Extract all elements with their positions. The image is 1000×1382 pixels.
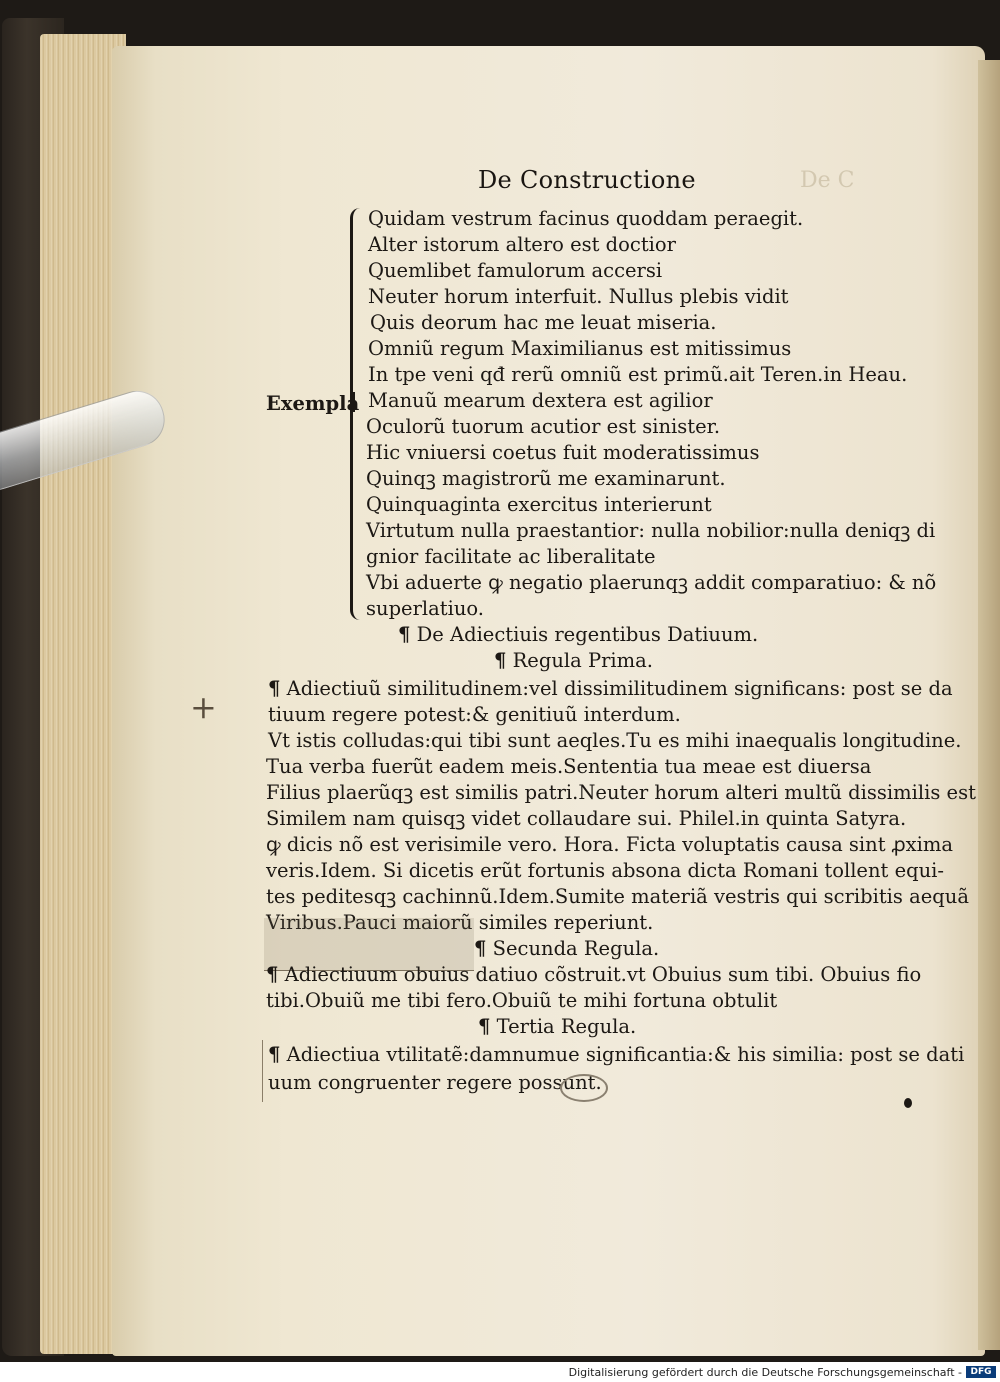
example-line: Quinquaginta exercitus interierunt: [366, 493, 712, 516]
rule-text-line: Filius plaerũqꝫ est similis patri.Neuter horum alteri multũ dissimilis est: [266, 781, 976, 804]
dfg-logo-icon: DFG: [966, 1366, 996, 1378]
rule-text-line: uum congruenter regere possunt.: [268, 1071, 602, 1094]
rule-text: Adiectiuũ similitudinem:vel dissimilitudinem significans: post se da: [286, 677, 953, 700]
pilcrow-icon: ¶: [266, 963, 279, 986]
section-title: [398, 624, 758, 646]
rule-text-line: tes peditesqꝫ cachinnũ.Idem.Sumite materiã vestris qui scribitis aequã: [266, 885, 969, 908]
footer-credit: Digitalisierung gefördert durch die Deutsche Forschungsgemeinschaft -: [568, 1366, 962, 1379]
example-line: Hic vniuersi coetus fuit moderatissimus: [366, 441, 760, 464]
rule-heading: [494, 650, 653, 672]
rule-text-line: tibi.Obuiũ me tibi fero.Obuiũ te mihi fortuna obtulit: [266, 989, 778, 1012]
rule-text: Adiectiuum obuius datiuo cõstruit.vt Obuius sum tibi. Obuius fio: [284, 963, 922, 986]
example-line: gnior facilitate ac liberalitate: [366, 545, 656, 568]
rule-heading-text: Regula Prima.: [512, 649, 653, 672]
rule-text-line: Viribus.Pauci maiorũ similes reperiunt.: [266, 911, 654, 934]
facing-page-edge: [978, 60, 1000, 1350]
example-line: Quidam vestrum facinus quoddam peraegit.: [368, 207, 804, 230]
exempla-label: Exempla: [266, 392, 360, 415]
example-line: superlatiuo.: [366, 597, 484, 620]
example-line: Virtutum nulla praestantior: nulla nobilior:nulla deniqꝫ di: [366, 519, 936, 542]
example-line: Vbi aduerte ꝙ negatio plaerunqꝫ addit comparatiuo: & nõ: [366, 571, 937, 594]
rule-heading: [478, 1016, 636, 1038]
rule-text-line: [266, 964, 921, 986]
example-line: Omniũ regum Maximilianus est mitissimus: [368, 337, 792, 360]
example-line: Neuter horum interfuit. Nullus plebis vidit: [368, 285, 789, 308]
example-line: Quinqꝫ magistrorũ me examinarunt.: [366, 467, 726, 490]
rule-heading-text: Secunda Regula.: [492, 937, 660, 960]
rule-text-line: Tua verba fuerũt eadem meis.Sententia tua meae est diuersa: [266, 755, 872, 778]
rule-heading-text: Tertia Regula.: [496, 1015, 637, 1038]
rule-text-line: tiuum regere potest:& genitiuũ interdum.: [268, 703, 681, 726]
example-line: Quis deorum hac me leuat miseria.: [370, 311, 717, 334]
rule-text-line: [268, 1044, 964, 1066]
rule-text-line: [268, 678, 953, 700]
example-line: In tpe veni qđ rerũ omniũ est primũ.ait Teren.in Heau.: [368, 363, 908, 386]
example-line: Oculorũ tuorum acutior est sinister.: [366, 415, 721, 438]
rule-text-line: ꝙ dicis nõ est verisimile vero. Hora. Ficta voluptatis causa sint ꝓxima: [266, 833, 953, 856]
handwritten-cross-mark: +: [190, 688, 217, 726]
example-line: Alter istorum altero est doctior: [368, 233, 676, 256]
page-header: De Constructione: [478, 166, 696, 194]
pilcrow-icon: ¶: [478, 1015, 491, 1038]
example-line: Manuũ mearum dextera est agilior: [368, 389, 713, 412]
pilcrow-icon: ¶: [268, 1043, 281, 1066]
ink-dot: [904, 1098, 912, 1108]
handwritten-circle-mark: [560, 1074, 608, 1102]
rule-text-line: veris.Idem. Si dicetis erũt fortunis absona dicta Romani tollent equi-: [266, 859, 944, 882]
rule-text-line: Similem nam quisqꝫ videt collaudare sui. Philel.in quinta Satyra.: [266, 807, 907, 830]
rule-text-line: Vt istis colludas:qui tibi sunt aeqles.Tu es mihi inaequalis longitudine.: [268, 729, 962, 752]
example-line: Quemlibet famulorum accersi: [368, 259, 663, 282]
rule-text: Adiectiua vtilitatẽ:damnumue significantia:& his similia: post se dati: [286, 1043, 965, 1066]
section-title-text: De Adiectiuis regentibus Datiuum.: [416, 623, 759, 646]
pilcrow-icon: ¶: [268, 677, 281, 700]
pilcrow-icon: ¶: [474, 937, 487, 960]
rule-heading: [474, 938, 659, 960]
bleed-through-header: De C: [800, 168, 855, 193]
pilcrow-icon: ¶: [494, 649, 507, 672]
pilcrow-icon: ¶: [398, 623, 411, 646]
